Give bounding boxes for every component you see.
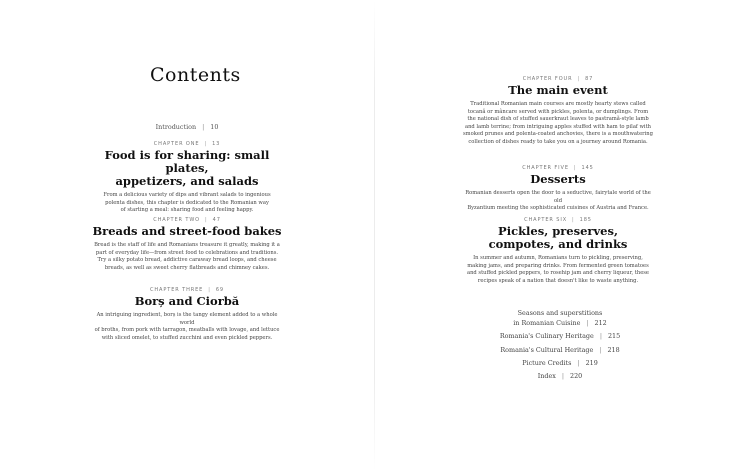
separator: | [572, 217, 575, 223]
desc-line: of starting a meal: sharing food and feeling happy. [120, 207, 254, 214]
separator: | [561, 372, 565, 381]
chapter-description [90, 192, 284, 215]
desc-line: recipes speak of a nation that doesn't like to waste anything. [477, 277, 639, 284]
separator: | [599, 345, 602, 354]
toc-entry-chapter-five[interactable] [463, 165, 653, 213]
chapter-description [463, 255, 653, 285]
desc-line: Byzantium meeting the sophisticated cuisines of Austria and France. [467, 205, 649, 212]
desc-line: Try a silky potato bread, addictive caraway bread loops, and cheese [97, 257, 277, 264]
desc-line: From a delicious variety of dips and vibrant salads to ingenious [103, 192, 271, 198]
heading-line: appetizers, and salads [115, 174, 259, 188]
separator: | [599, 332, 602, 341]
toc-entry-page: 10 [210, 123, 219, 131]
chapter-page: 87 [585, 76, 594, 82]
toc-entry-page: 215 [607, 332, 621, 341]
toc-entry-seasons-superstitions[interactable] [465, 309, 655, 330]
separator: | [208, 287, 211, 293]
heading-line: Breads and street-food bakes [92, 224, 282, 238]
desc-line: tocană or mâncare served with pickles, polenta, or dumplings. From [467, 108, 649, 115]
desc-line: of broths, from pork with tarragon, meatballs with lovage, and lettuce [94, 327, 280, 334]
toc-entry-label: in Romanian Cuisine [513, 319, 581, 327]
heading-line: Borș and Ciorbă [134, 294, 240, 308]
page-title: Contents [150, 64, 241, 86]
desc-line: An intriguing ingredient, borș is the tangy element added to a whole world [96, 312, 278, 326]
separator: | [205, 217, 208, 223]
toc-entry-chapter-six[interactable] [463, 217, 653, 285]
chapter-page: 69 [215, 287, 225, 293]
chapter-page: 185 [579, 217, 592, 223]
chapter-heading [463, 173, 653, 186]
heading-line: compotes, and drinks [488, 237, 628, 251]
heading-line: Desserts [530, 172, 586, 186]
chapter-page: 145 [581, 165, 594, 171]
right-page [375, 0, 750, 471]
toc-entry-page: 212 [594, 319, 607, 327]
chapter-label: CHAPTER TWO [153, 217, 201, 223]
chapter-label: CHAPTER THREE [149, 287, 204, 293]
desc-line: Traditional Romanian main courses are mostly hearty stews called [470, 101, 646, 107]
toc-entry-label: Romania's Cultural Heritage [500, 345, 594, 354]
toc-entry-cultural-heritage[interactable] [465, 344, 655, 357]
toc-entry-chapter-four[interactable] [463, 76, 653, 147]
toc-entry-index[interactable] [465, 370, 655, 383]
desc-line: Bread is the staff of life and Romanians treasure it greatly, making it a [94, 242, 280, 248]
chapter-page: 47 [212, 217, 221, 223]
chapter-label: CHAPTER SIX [524, 217, 568, 223]
separator: | [573, 165, 577, 171]
toc-entry-label: Seasons and superstitions [517, 309, 603, 317]
toc-entry-introduction[interactable] [90, 123, 284, 131]
toc-entry-label: Introduction [155, 123, 197, 131]
toc-entry-page: 220 [570, 372, 583, 381]
back-matter-list [465, 309, 655, 383]
desc-line: collection of dishes ready to take you on a journey around Romania. [468, 138, 648, 145]
desc-line: polenta dishes, this chapter is dedicated to the Romanian way [105, 199, 269, 206]
toc-entry-chapter-three[interactable] [90, 287, 284, 342]
chapter-heading [90, 149, 284, 188]
toc-entry-label: Index [537, 372, 556, 381]
toc-entry-chapter-one[interactable] [90, 141, 284, 215]
toc-entry-culinary-heritage[interactable] [465, 330, 655, 343]
chapter-label: CHAPTER FOUR [522, 76, 573, 82]
separator: | [577, 76, 581, 82]
chapter-description [90, 242, 284, 272]
chapter-label: CHAPTER FIVE [522, 165, 569, 171]
chapter-description [463, 190, 653, 213]
toc-entry-page: 218 [607, 345, 620, 354]
separator: | [577, 358, 580, 367]
toc-entry-picture-credits[interactable] [465, 357, 655, 370]
desc-line: breads, as well as sweet cherry flatbreads and chimney cakes. [104, 264, 270, 271]
heading-line: Pickles, preserves, [498, 224, 618, 238]
toc-entry-label: Picture Credits [522, 358, 572, 367]
desc-line: with sliced omelet, to stuffed zucchini and even pickled peppers. [101, 334, 273, 341]
chapter-page: 13 [212, 141, 221, 147]
chapter-heading [463, 84, 653, 97]
heading-line: Food is for sharing: small plates, [104, 148, 270, 175]
separator: | [586, 319, 589, 327]
desc-line: and lamb terrine; from intriguing apples stuffed with ham to pilaf with [464, 123, 651, 130]
chapter-heading [90, 225, 284, 238]
chapter-heading [463, 225, 653, 251]
desc-line: and stuffed pickled peppers, to rosehip jam and cherry liqueur, these [467, 270, 649, 277]
toc-entry-chapter-two[interactable] [90, 217, 284, 272]
separator: | [202, 123, 205, 131]
desc-line: In summer and autumn, Romanians turn to pickling, preserving, [473, 255, 643, 261]
desc-line: Romanian desserts open the door to a seductive, fairytale world of the old [465, 190, 651, 204]
desc-line: making jams, and preparing drinks. From fermented green tomatoes [467, 262, 649, 269]
chapter-description [463, 101, 653, 147]
toc-entry-label: Romania's Culinary Heritage [499, 332, 594, 341]
desc-line: part of everyday life—from street food to celebrations and traditions. [95, 249, 279, 256]
chapter-description [90, 312, 284, 342]
chapter-heading [90, 295, 284, 308]
toc-entry-page: 219 [585, 358, 598, 367]
desc-line: smoked prunes and polenta-coated anchovies, there is a mouthwatering [463, 131, 653, 138]
desc-line: the national dish of stuffed sauerkraut leaves to pastramă-style lamb [467, 116, 649, 123]
separator: | [204, 141, 208, 147]
heading-line: The main event [508, 83, 608, 97]
chapter-label: CHAPTER ONE [153, 141, 200, 147]
